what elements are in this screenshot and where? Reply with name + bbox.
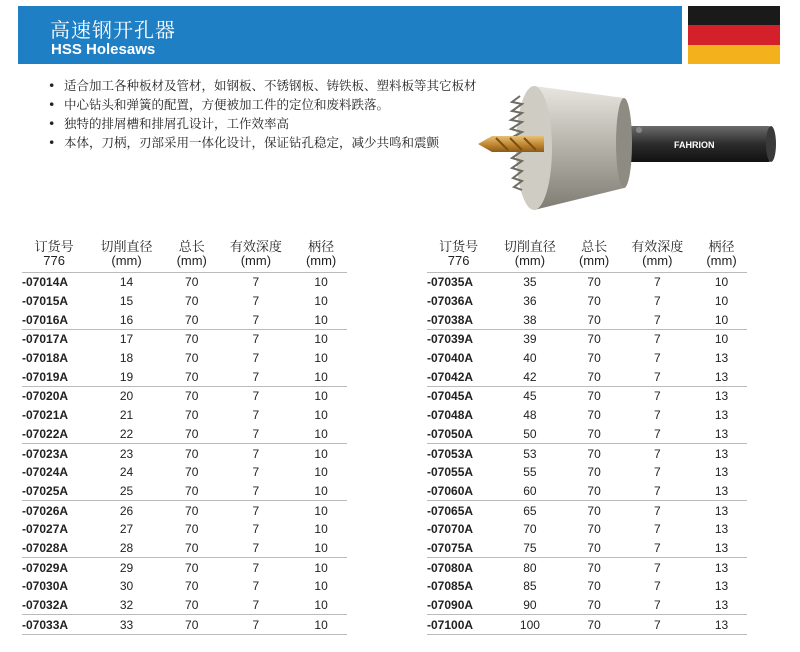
effective-depth-cell: 7 [619, 558, 696, 577]
total-length-cell: 70 [185, 426, 199, 441]
cutting-diameter-cell: 18 [119, 351, 134, 366]
table-row [427, 482, 747, 501]
header-subtext: (mm) [514, 253, 546, 268]
table-row [22, 425, 347, 444]
shank-diameter-cell: 10 [314, 540, 328, 555]
column-header-diameter [490, 240, 569, 273]
order-number-cell: -07018A [22, 351, 69, 366]
feature-text: 独特的排屑槽和排屑孔设计，工作效率高 [64, 116, 290, 131]
total-length-cell: 70 [587, 579, 601, 594]
shank-diameter-cell: 13 [714, 483, 729, 498]
table-row [427, 330, 747, 349]
cutting-diameter-cell: 65 [490, 501, 569, 520]
effective-depth-cell: 7 [252, 369, 260, 384]
feature-text: 适合加工各种板材及管材，如钢板、不锈钢板、铸铁板、塑料板等其它板材 [64, 78, 477, 93]
shank-diameter-cell: 10 [295, 558, 347, 577]
effective-depth-cell: 7 [619, 273, 696, 292]
table-row [22, 367, 347, 386]
cutting-diameter-cell: 36 [523, 294, 537, 309]
order-number-cell: -07023A [22, 444, 86, 463]
order-number-cell: -07090A [427, 598, 474, 613]
table-row [22, 615, 347, 635]
effective-depth-cell: 7 [653, 579, 661, 594]
cutting-diameter-cell: 33 [86, 615, 167, 635]
shank-diameter-cell: 10 [295, 330, 347, 349]
total-length-cell: 70 [587, 598, 601, 613]
total-length-cell: 70 [587, 522, 601, 537]
table-row [22, 558, 347, 577]
table-row [427, 273, 747, 292]
cutting-diameter-cell: 50 [523, 426, 537, 441]
header-text: 订货号 [439, 239, 479, 254]
total-length-cell: 70 [167, 387, 217, 406]
table-row [427, 292, 747, 311]
feature-item [44, 95, 494, 114]
effective-depth-cell: 7 [252, 294, 260, 309]
total-length-cell: 70 [185, 579, 199, 594]
shank-diameter-cell: 10 [714, 312, 729, 327]
cutting-diameter-cell: 42 [523, 369, 537, 384]
cutting-diameter-cell: 22 [119, 426, 134, 441]
cutting-diameter-cell: 14 [86, 273, 167, 292]
effective-depth-cell: 7 [252, 351, 260, 366]
cutting-diameter-cell: 55 [523, 465, 537, 480]
order-number-cell: -07014A [22, 273, 86, 292]
order-number-cell: -07022A [22, 426, 69, 441]
shank-diameter-cell: 10 [314, 579, 328, 594]
effective-depth-cell: 7 [217, 558, 296, 577]
cutting-diameter-cell: 85 [523, 579, 537, 594]
total-length-cell: 70 [185, 483, 199, 498]
flag-stripe-gold [688, 45, 780, 64]
effective-depth-cell: 7 [619, 615, 696, 635]
total-length-cell: 70 [570, 501, 619, 520]
effective-depth-cell: 7 [653, 540, 661, 555]
table-row [22, 310, 347, 329]
column-header-depth [217, 240, 296, 273]
table-row [22, 482, 347, 501]
feature-item [44, 76, 494, 95]
feature-text: 中心钻头和弹簧的配置，方便被加工件的定位和废料跌落。 [64, 97, 390, 112]
table-row [427, 539, 747, 558]
order-number-cell: -07048A [427, 408, 474, 423]
bullet-icon: • [48, 116, 56, 131]
cutting-diameter-cell: 48 [523, 408, 537, 423]
table-row [22, 406, 347, 425]
table-row [22, 463, 347, 482]
column-header-shank [696, 240, 747, 273]
cutting-diameter-cell: 25 [119, 483, 134, 498]
bullet-icon: • [48, 135, 56, 150]
cutting-diameter-cell: 26 [86, 501, 167, 520]
header-subtext: (mm) [111, 253, 142, 268]
order-number-cell: -07053A [427, 444, 490, 463]
shank-diameter-cell: 10 [314, 369, 328, 384]
cutting-diameter-cell: 17 [86, 330, 167, 349]
effective-depth-cell: 7 [252, 522, 260, 537]
column-header-diameter [86, 240, 167, 273]
shank-diameter-cell: 10 [295, 387, 347, 406]
total-length-cell: 70 [185, 465, 199, 480]
order-number-cell: -07040A [427, 351, 474, 366]
table-row [22, 520, 347, 539]
header-text: 有效深度 [631, 239, 684, 254]
cutting-diameter-cell: 75 [523, 540, 537, 555]
table-row [427, 444, 747, 463]
cutting-diameter-cell: 53 [490, 444, 569, 463]
total-length-cell: 70 [167, 444, 217, 463]
cutting-diameter-cell: 21 [119, 408, 134, 423]
cutting-diameter-cell: 100 [490, 615, 569, 635]
table-header-row [22, 240, 347, 273]
table-row [427, 367, 747, 386]
total-length-cell: 70 [587, 294, 601, 309]
cutting-diameter-cell: 40 [523, 351, 537, 366]
header-text: 总长 [178, 239, 205, 254]
table-row [427, 520, 747, 539]
total-length-cell: 70 [587, 369, 601, 384]
title-banner [18, 6, 682, 64]
effective-depth-cell: 7 [252, 312, 260, 327]
header-text: 柄径 [308, 239, 335, 254]
effective-depth-cell: 7 [653, 598, 661, 613]
cutting-diameter-cell: 24 [119, 465, 134, 480]
cutting-diameter-cell: 80 [490, 558, 569, 577]
page-subtitle: HSS Holesaws [51, 41, 156, 58]
total-length-cell: 70 [570, 444, 619, 463]
shank-diameter-cell: 10 [696, 330, 747, 349]
table-row [427, 596, 747, 615]
german-flag-icon [688, 6, 780, 64]
shank-diameter-cell: 10 [314, 408, 328, 423]
effective-depth-cell: 7 [653, 522, 661, 537]
spec-table-left [22, 240, 347, 635]
order-number-cell: -07039A [427, 330, 490, 349]
order-number-cell: -07038A [427, 312, 474, 327]
cutting-diameter-cell: 28 [119, 540, 134, 555]
effective-depth-cell: 7 [252, 598, 260, 613]
table-body [22, 273, 347, 635]
effective-depth-cell: 7 [252, 540, 260, 555]
order-number-cell: -07019A [22, 369, 69, 384]
order-number-cell: -07021A [22, 408, 69, 423]
total-length-cell: 70 [570, 615, 619, 635]
table-row [22, 330, 347, 349]
table-row [427, 425, 747, 444]
header-subtext: 776 [43, 253, 65, 268]
table-row [22, 444, 347, 463]
header-text: 柄径 [708, 239, 735, 254]
effective-depth-cell: 7 [619, 387, 696, 406]
total-length-cell: 70 [587, 426, 601, 441]
shank-diameter-cell: 10 [314, 312, 328, 327]
cutting-diameter-cell: 70 [523, 522, 537, 537]
column-header-length [570, 240, 619, 273]
total-length-cell: 70 [185, 312, 199, 327]
shank-diameter-cell: 10 [314, 522, 328, 537]
table-row [22, 501, 347, 520]
order-number-cell: -07070A [427, 522, 474, 537]
shank-diameter-cell: 10 [696, 273, 747, 292]
total-length-cell: 70 [185, 522, 199, 537]
shank-diameter-cell: 13 [696, 501, 747, 520]
effective-depth-cell: 7 [252, 579, 260, 594]
shank-diameter-cell: 13 [714, 369, 729, 384]
spec-table-right [427, 240, 747, 635]
table-row [22, 273, 347, 292]
bullet-icon: • [48, 97, 56, 112]
effective-depth-cell: 7 [252, 408, 260, 423]
table-row [22, 577, 347, 596]
cutting-diameter-cell: 19 [119, 369, 134, 384]
total-length-cell: 70 [587, 540, 601, 555]
table-header-row [427, 240, 747, 273]
feature-list [44, 76, 494, 152]
effective-depth-cell: 7 [653, 465, 661, 480]
order-number-cell: -07035A [427, 273, 490, 292]
cutting-diameter-cell: 90 [523, 598, 537, 613]
header-subtext: (mm) [578, 253, 610, 268]
order-number-cell: -07075A [427, 540, 474, 555]
shank-diameter-cell: 10 [314, 426, 328, 441]
table-row [427, 406, 747, 425]
order-number-cell: -07032A [22, 598, 69, 613]
effective-depth-cell: 7 [653, 408, 661, 423]
shank-diameter-cell: 10 [714, 294, 729, 309]
brand-label: FAHRION [674, 140, 715, 150]
cutting-diameter-cell: 35 [490, 273, 569, 292]
table-row [22, 539, 347, 558]
effective-depth-cell: 7 [619, 444, 696, 463]
effective-depth-cell: 7 [217, 387, 296, 406]
shank-diameter-cell: 13 [714, 522, 729, 537]
cutting-diameter-cell: 27 [119, 522, 134, 537]
shank-diameter-cell: 10 [314, 483, 328, 498]
cutting-diameter-cell: 29 [86, 558, 167, 577]
column-header-length [167, 240, 217, 273]
cutting-diameter-cell: 45 [490, 387, 569, 406]
feature-item [44, 133, 494, 152]
shank-diameter-cell: 13 [696, 558, 747, 577]
total-length-cell: 70 [587, 351, 601, 366]
order-number-cell: -07080A [427, 558, 490, 577]
header-text: 切削直径 [100, 239, 153, 254]
table-row [427, 577, 747, 596]
order-number-cell: -07029A [22, 558, 86, 577]
total-length-cell: 70 [570, 558, 619, 577]
effective-depth-cell: 7 [619, 501, 696, 520]
order-number-cell: -07060A [427, 483, 474, 498]
effective-depth-cell: 7 [653, 351, 661, 366]
shank-diameter-cell: 10 [314, 294, 328, 309]
cutting-diameter-cell: 30 [119, 579, 134, 594]
order-number-cell: -07033A [22, 615, 86, 635]
feature-item [44, 114, 494, 133]
feature-text: 本体，刀柄，刃部采用一体化设计，保证钻孔稳定，减少共鸣和震颤 [64, 135, 440, 150]
effective-depth-cell: 7 [653, 483, 661, 498]
order-number-cell: -07015A [22, 294, 69, 309]
column-header-shank [295, 240, 347, 273]
cutting-diameter-cell: 39 [490, 330, 569, 349]
shank-diameter-cell: 13 [714, 579, 729, 594]
cutting-diameter-cell: 15 [119, 294, 134, 309]
total-length-cell: 70 [185, 540, 199, 555]
effective-depth-cell: 7 [619, 330, 696, 349]
shank-diameter-cell: 10 [295, 444, 347, 463]
shank-diameter-cell: 13 [714, 408, 729, 423]
total-length-cell: 70 [587, 312, 601, 327]
effective-depth-cell: 7 [252, 465, 260, 480]
table-row [427, 463, 747, 482]
order-number-cell: -07065A [427, 501, 490, 520]
shank-diameter-cell: 10 [314, 598, 328, 613]
shank-diameter-cell: 10 [295, 273, 347, 292]
pilot-drill-shape [478, 136, 544, 152]
column-header-order-no [22, 240, 86, 273]
total-length-cell: 70 [185, 408, 199, 423]
table-row [22, 596, 347, 615]
total-length-cell: 70 [167, 615, 217, 635]
total-length-cell: 70 [185, 351, 199, 366]
effective-depth-cell: 7 [217, 273, 296, 292]
order-number-cell: -07026A [22, 501, 86, 520]
shank-diameter-cell: 10 [295, 501, 347, 520]
total-length-cell: 70 [587, 408, 601, 423]
total-length-cell: 70 [167, 330, 217, 349]
header-text: 切削直径 [503, 239, 556, 254]
page-title: 高速钢开孔器 [50, 18, 176, 42]
table-row [427, 501, 747, 520]
table-body [427, 273, 747, 635]
table-row [427, 349, 747, 368]
total-length-cell: 70 [185, 598, 199, 613]
flag-stripe-black [688, 6, 780, 25]
effective-depth-cell: 7 [653, 369, 661, 384]
order-number-cell: -07085A [427, 579, 474, 594]
effective-depth-cell: 7 [252, 426, 260, 441]
effective-depth-cell: 7 [653, 312, 661, 327]
total-length-cell: 70 [185, 369, 199, 384]
order-number-cell: -07042A [427, 369, 474, 384]
table-row [427, 387, 747, 406]
shank-diameter-cell: 13 [714, 465, 729, 480]
shank-diameter-cell: 10 [295, 615, 347, 635]
header-text: 订货号 [34, 239, 74, 254]
table-row [22, 292, 347, 311]
header-subtext: (mm) [642, 253, 673, 268]
shank-diameter-cell: 10 [314, 465, 328, 480]
total-length-cell: 70 [570, 387, 619, 406]
total-length-cell: 70 [167, 558, 217, 577]
shank-diameter-cell: 13 [714, 598, 729, 613]
header-text: 总长 [581, 239, 608, 254]
order-number-cell: -07045A [427, 387, 490, 406]
header-subtext: (mm) [176, 253, 207, 268]
header-subtext: (mm) [305, 253, 337, 268]
order-number-cell: -07050A [427, 426, 474, 441]
order-number-cell: -07100A [427, 615, 490, 635]
total-length-cell: 70 [570, 273, 619, 292]
effective-depth-cell: 7 [217, 330, 296, 349]
table-row [427, 615, 747, 635]
effective-depth-cell: 7 [653, 294, 661, 309]
shank-diameter-cell: 13 [696, 444, 747, 463]
holesaw-product-image [474, 76, 779, 222]
shank-diameter-cell: 10 [314, 351, 328, 366]
order-number-cell: -07030A [22, 579, 69, 594]
cutting-diameter-cell: 32 [119, 598, 134, 613]
header-subtext: 776 [447, 253, 470, 268]
shank-diameter-cell: 13 [696, 387, 747, 406]
header-text: 有效深度 [229, 239, 282, 254]
bullet-icon: • [48, 78, 56, 93]
cutting-diameter-cell: 38 [523, 312, 537, 327]
cutting-diameter-cell: 20 [86, 387, 167, 406]
shank-diameter-cell: 13 [714, 426, 729, 441]
effective-depth-cell: 7 [252, 483, 260, 498]
flag-stripe-red [688, 25, 780, 44]
shank-diameter-cell: 13 [696, 615, 747, 635]
header-subtext: (mm) [240, 253, 272, 268]
order-number-cell: -07020A [22, 387, 86, 406]
column-header-order-no [427, 240, 490, 273]
effective-depth-cell: 7 [217, 615, 296, 635]
total-length-cell: 70 [587, 483, 601, 498]
cutting-diameter-cell: 23 [86, 444, 167, 463]
table-row [427, 310, 747, 329]
cutting-diameter-cell: 60 [523, 483, 537, 498]
cutting-diameter-cell: 16 [119, 312, 134, 327]
order-number-cell: -07017A [22, 330, 86, 349]
order-number-cell: -07055A [427, 465, 474, 480]
order-number-cell: -07027A [22, 522, 69, 537]
total-length-cell: 70 [167, 273, 217, 292]
order-number-cell: -07024A [22, 465, 69, 480]
total-length-cell: 70 [570, 330, 619, 349]
order-number-cell: -07028A [22, 540, 69, 555]
order-number-cell: -07016A [22, 312, 69, 327]
total-length-cell: 70 [185, 294, 199, 309]
total-length-cell: 70 [167, 501, 217, 520]
header-subtext: (mm) [706, 253, 737, 268]
column-header-depth [619, 240, 696, 273]
order-number-cell: -07025A [22, 483, 69, 498]
effective-depth-cell: 7 [217, 501, 296, 520]
table-row [22, 349, 347, 368]
effective-depth-cell: 7 [653, 426, 661, 441]
table-row [427, 558, 747, 577]
shank-diameter-cell: 13 [714, 351, 729, 366]
effective-depth-cell: 7 [217, 444, 296, 463]
order-number-cell: -07036A [427, 294, 474, 309]
shank-diameter-cell: 13 [714, 540, 729, 555]
total-length-cell: 70 [587, 465, 601, 480]
table-row [22, 387, 347, 406]
